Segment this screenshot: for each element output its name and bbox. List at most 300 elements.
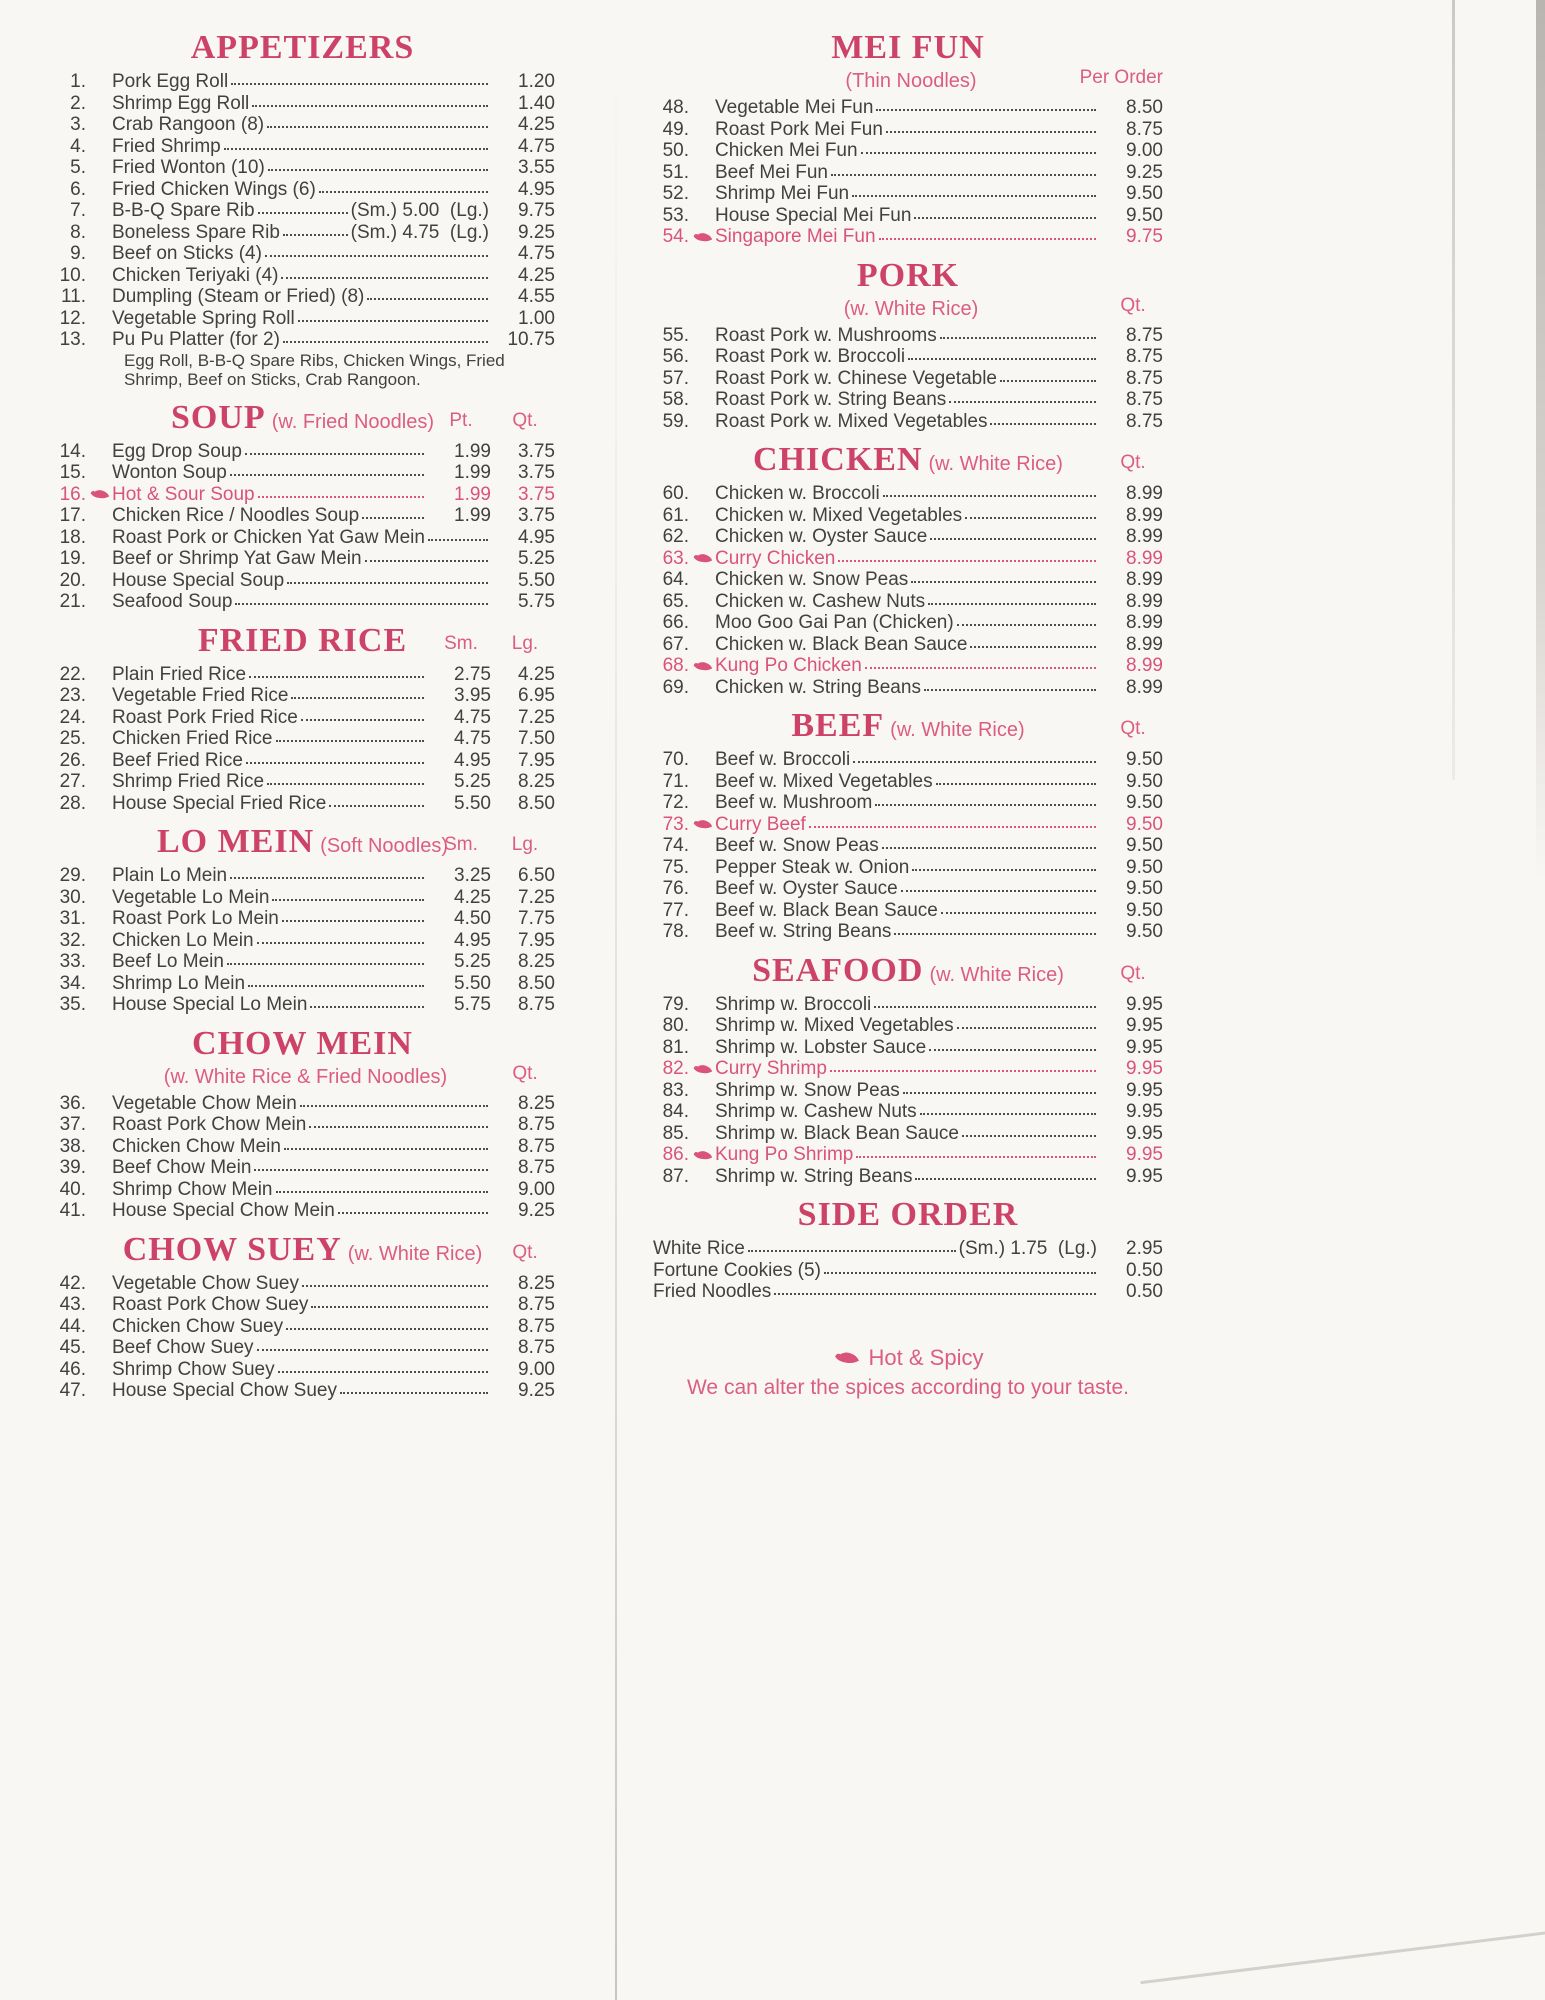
item-price: 9.50 [1126, 856, 1163, 878]
item-price: 1.99 [454, 440, 491, 462]
item-number: 35. [59, 994, 86, 1015]
item-price: 9.50 [1126, 770, 1163, 792]
menu-section [653, 708, 1163, 943]
item-price: 3.55 [518, 157, 555, 178]
item-price: 8.99 [1126, 612, 1163, 633]
menu-item [50, 484, 555, 506]
item-price: 4.95 [518, 526, 555, 548]
dot-leader [914, 217, 1096, 219]
item-name: House Special Lo Mein [112, 994, 308, 1015]
menu-item [50, 1359, 555, 1381]
menu-column-right [653, 22, 1163, 1401]
item-price: 4.55 [518, 286, 555, 307]
item-price: 4.75 [454, 728, 491, 749]
item-number: 50. [662, 140, 689, 161]
menu-item [50, 71, 555, 93]
menu-item [50, 994, 555, 1016]
menu-item [653, 835, 1163, 857]
item-price: 8.75 [518, 1337, 555, 1358]
menu-item [50, 286, 555, 308]
price-column-headers [491, 1062, 555, 1086]
price-column-header: Qt. [1120, 718, 1146, 739]
item-name: Fortune Cookies (5) [653, 1259, 821, 1281]
item-price: 8.25 [518, 1272, 555, 1294]
item-name: Shrimp Mei Fun [715, 183, 850, 204]
item-price: 9.50 [1126, 899, 1163, 921]
item-name: Dumpling (Steam or Fried) (8) [112, 286, 365, 307]
dot-leader [224, 148, 488, 150]
item-number: 58. [662, 389, 689, 410]
item-name: Roast Pork w. String Beans [715, 389, 947, 410]
item-price: 9.25 [518, 221, 555, 243]
item-name: Plain Fried Rice [112, 663, 247, 685]
item-number: 49. [662, 118, 689, 140]
menu-item [50, 93, 555, 115]
dot-leader [882, 847, 1096, 849]
item-price: 8.75 [1126, 367, 1163, 389]
item-price: 9.50 [1126, 749, 1163, 770]
menu-item [50, 441, 555, 463]
price-column-header: Qt. [1120, 294, 1146, 316]
item-price: 8.75 [518, 1114, 555, 1135]
menu-item [50, 1294, 555, 1316]
dot-leader [367, 298, 488, 300]
item-number: 13. [59, 329, 86, 350]
price-column-headers [1076, 66, 1163, 90]
dot-leader [428, 539, 488, 541]
item-name: Shrimp w. Mixed Vegetables [715, 1015, 954, 1036]
section-items [50, 441, 555, 613]
item-price: 9.00 [518, 1358, 555, 1380]
item-number: 82. [662, 1058, 689, 1079]
section-items [50, 1273, 555, 1402]
item-price: 5.50 [454, 972, 491, 994]
section-items [653, 1238, 1163, 1303]
item-price: 9.95 [1126, 993, 1163, 1015]
item-price: 3.75 [518, 483, 555, 505]
item-name: Roast Pork Mei Fun [715, 118, 883, 140]
item-name: Vegetable Fried Rice [112, 685, 289, 706]
item-price: 5.25 [454, 771, 491, 792]
item-number: 14. [59, 440, 86, 462]
menu-section [50, 824, 555, 1016]
menu-item [50, 664, 555, 686]
item-name: Roast Pork Lo Mein [112, 908, 279, 929]
section-subtitle: (w. White Rice & Fried Noodles) [163, 1065, 448, 1088]
item-price: 4.25 [518, 264, 555, 286]
dot-leader [287, 582, 488, 584]
item-price: 8.25 [518, 771, 555, 792]
item-number: 48. [662, 97, 689, 118]
item-price: 8.75 [1126, 118, 1163, 140]
item-price: 7.25 [518, 706, 555, 728]
item-name: Beef w. Snow Peas [715, 835, 879, 856]
dot-leader [920, 1113, 1096, 1115]
dot-leader [319, 191, 488, 193]
item-name: Beef on Sticks (4) [112, 243, 262, 264]
item-number: 41. [59, 1200, 86, 1221]
menu-item [653, 1015, 1163, 1037]
menu-item [50, 1337, 555, 1359]
dot-leader [962, 1135, 1096, 1137]
item-number: 57. [662, 367, 689, 389]
item-number: 22. [59, 663, 86, 685]
item-name: Pork Egg Roll [112, 71, 229, 92]
item-number: 54. [662, 226, 689, 247]
item-number-gap [689, 1150, 715, 1160]
item-number: 55. [662, 324, 689, 346]
item-price: 9.95 [1126, 1101, 1163, 1122]
item-name: Shrimp Egg Roll [112, 92, 250, 114]
dot-leader [924, 689, 1096, 691]
item-price: 9.25 [518, 1200, 555, 1221]
section-subtitle: (w. White Rice) [929, 963, 1064, 986]
item-name: Curry Shrimp [715, 1058, 827, 1079]
item-price: 9.50 [1126, 813, 1163, 835]
item-price: 8.75 [1126, 389, 1163, 410]
item-number-gap [689, 232, 715, 242]
item-number: 44. [59, 1315, 86, 1337]
menu-item [50, 771, 555, 793]
menu-item [653, 612, 1163, 634]
menu-item [653, 655, 1163, 677]
dot-leader [230, 877, 424, 879]
menu-item [653, 1166, 1163, 1188]
item-name: Roast Pork Chow Mein [112, 1114, 307, 1135]
menu-item [50, 1200, 555, 1222]
item-price: 3.25 [454, 865, 491, 886]
item-price: 9.00 [1126, 140, 1163, 161]
item-name: Roast Pork w. Mixed Vegetables [715, 410, 988, 432]
item-price: 6.50 [518, 865, 555, 886]
item-number: 16. [59, 483, 86, 505]
item-number: 72. [662, 792, 689, 813]
item-number: 76. [662, 878, 689, 899]
item-price: 8.99 [1126, 526, 1163, 547]
item-name: Chicken Rice / Noodles Soup [112, 505, 360, 526]
dot-leader [748, 1250, 956, 1252]
item-number: 17. [59, 505, 86, 526]
price-column-header: Qt. [512, 1062, 538, 1084]
menu-item [50, 728, 555, 750]
item-price: 5.25 [518, 548, 555, 569]
menu-column-right-sections [653, 30, 1163, 1303]
scan-shadow-right [1536, 0, 1545, 880]
dot-leader [928, 603, 1096, 605]
menu-item [50, 1093, 555, 1115]
item-name: Hot & Sour Soup [112, 483, 255, 505]
dot-leader [284, 1148, 488, 1150]
dot-leader [267, 783, 424, 785]
item-price: 1.40 [518, 92, 555, 114]
item-name: Shrimp w. Broccoli [715, 993, 872, 1015]
item-price: 9.95 [1126, 1058, 1163, 1079]
price-column-headers [427, 834, 555, 856]
item-number: 67. [662, 633, 689, 655]
menu-section [653, 442, 1163, 698]
item-name: Vegetable Mei Fun [715, 97, 874, 118]
section-items [653, 749, 1163, 943]
item-price: 8.50 [518, 972, 555, 994]
section-title: CHOW MEIN [192, 1024, 413, 1062]
item-number: 26. [59, 749, 86, 771]
dot-leader [311, 1306, 488, 1308]
item-price: 5.75 [518, 591, 555, 612]
item-price: 2.95 [1126, 1238, 1163, 1259]
dot-leader [231, 83, 488, 85]
item-number: 34. [59, 972, 86, 994]
dot-leader [298, 320, 488, 322]
item-name: Beef Chow Suey [112, 1337, 254, 1358]
item-number: 74. [662, 835, 689, 856]
scan-crease-line [615, 0, 617, 2000]
item-number: 31. [59, 908, 86, 929]
menu-item [653, 857, 1163, 879]
item-price: 4.75 [454, 706, 491, 728]
item-number: 64. [662, 569, 689, 590]
item-price: 3.75 [518, 462, 555, 483]
item-name: Chicken Lo Mein [112, 929, 254, 951]
menu-item [50, 222, 555, 244]
section-title: CHOW SUEY [122, 1230, 342, 1268]
dot-leader [852, 195, 1096, 197]
menu-item [50, 329, 555, 351]
item-price: 8.75 [518, 1294, 555, 1315]
section-subtitle: (w. Fried Noodles) [271, 410, 434, 433]
dot-leader [246, 762, 424, 764]
menu-item [50, 114, 555, 136]
item-name: Chicken Teriyaki (4) [112, 264, 279, 286]
item-price: 8.75 [518, 994, 555, 1015]
item-name: Vegetable Spring Roll [112, 307, 295, 329]
item-name: Beef Chow Mein [112, 1157, 252, 1178]
item-number: 8. [70, 221, 86, 243]
menu-item [653, 1037, 1163, 1059]
item-number: 32. [59, 929, 86, 951]
item-number: 60. [662, 483, 689, 504]
menu-item [50, 973, 555, 995]
section-subtitle: (w. White Rice) [843, 297, 979, 320]
item-number: 12. [59, 307, 86, 329]
menu-item [50, 1114, 555, 1136]
footer-note: We can alter the spices according to your taste. [686, 1375, 1129, 1399]
dot-leader [809, 826, 1096, 828]
item-price: 1.99 [454, 483, 491, 505]
item-price: 7.95 [518, 749, 555, 771]
item-name: Shrimp Chow Suey [112, 1358, 275, 1380]
item-name: Curry Chicken [715, 547, 836, 569]
item-number: 56. [662, 346, 689, 367]
item-description: Egg Roll, B-B-Q Spare Ribs, Chicken Wings, Fried Shrimp, Beef on Sticks, Crab Rangoon. [124, 350, 505, 389]
item-name: Pepper Steak w. Onion [715, 856, 910, 878]
dot-leader [831, 174, 1096, 176]
item-price: 8.75 [1126, 346, 1163, 367]
dot-leader [929, 1049, 1096, 1051]
item-name: Shrimp Chow Mein [112, 1178, 273, 1200]
chili-pepper-icon [692, 1150, 713, 1160]
section-items [653, 483, 1163, 698]
item-name: Fried Shrimp [112, 135, 221, 157]
dot-leader [276, 1191, 489, 1193]
item-price: 8.99 [1126, 590, 1163, 612]
price-column-header: Qt. [512, 1241, 538, 1263]
item-price: 4.75 [518, 135, 555, 157]
section-items [50, 664, 555, 815]
menu-item [653, 140, 1163, 162]
dot-leader [824, 1272, 1096, 1274]
dot-leader [1000, 380, 1096, 382]
menu-item [50, 136, 555, 158]
item-price: 3.75 [518, 440, 555, 462]
menu-item [653, 634, 1163, 656]
dot-leader [915, 1178, 1096, 1180]
price-column-headers [1099, 718, 1163, 740]
dot-leader [245, 453, 424, 455]
menu-item [653, 1101, 1163, 1123]
menu-item [653, 226, 1163, 248]
menu-item [50, 243, 555, 265]
dot-leader [970, 646, 1096, 648]
item-price: 9.00 [518, 1178, 555, 1200]
chili-pepper-icon [833, 1351, 860, 1364]
menu-item [50, 685, 555, 707]
item-name: Roast Pork or Chicken Yat Gaw Mein [112, 526, 425, 548]
menu-item [50, 591, 555, 613]
menu-section [653, 258, 1163, 433]
menu-item [50, 505, 555, 527]
menu-item [50, 793, 555, 815]
item-number: 29. [59, 865, 86, 886]
menu-item [653, 677, 1163, 699]
dot-leader [865, 667, 1096, 669]
item-price: 9.50 [1126, 835, 1163, 856]
item-price: 3.75 [518, 505, 555, 526]
dot-leader [340, 1392, 488, 1394]
dot-leader [281, 277, 488, 279]
dot-leader [886, 131, 1096, 133]
price-column-header: Lg. [511, 632, 539, 654]
section-items [50, 1093, 555, 1222]
item-number: 79. [662, 993, 689, 1015]
section-subtitle: (Thin Noodles) [845, 70, 977, 92]
item-price: 9.75 [518, 200, 555, 221]
dot-leader [362, 517, 424, 519]
dot-leader [876, 109, 1096, 111]
item-number: 33. [59, 951, 86, 972]
item-number: 11. [60, 286, 86, 307]
item-price: 9.95 [1126, 1015, 1163, 1036]
item-price: 7.50 [518, 728, 555, 749]
menu-item [50, 527, 555, 549]
menu-footer [653, 1345, 1163, 1401]
item-price: 5.50 [518, 569, 555, 591]
price-column-header: Sm. [444, 834, 478, 855]
item-price: 9.95 [1126, 1122, 1163, 1144]
item-number: 68. [662, 655, 689, 676]
item-price: 8.75 [1126, 324, 1163, 346]
item-number: 70. [662, 749, 689, 770]
item-name: Chicken Fried Rice [112, 728, 273, 749]
item-number: 47. [59, 1380, 86, 1401]
dot-leader [272, 899, 424, 901]
item-name: Beef w. Mushroom [715, 792, 873, 813]
menu-item [653, 119, 1163, 141]
item-number: 9. [70, 243, 86, 264]
item-number: 19. [59, 548, 86, 569]
section-title: FRIED RICE [197, 621, 408, 659]
item-number: 10. [59, 264, 86, 286]
item-price: 1.00 [518, 307, 555, 329]
dot-leader [309, 1126, 488, 1128]
menu-item [653, 162, 1163, 184]
section-title: SEAFOOD [752, 951, 924, 989]
menu-item [653, 591, 1163, 613]
dot-leader [291, 697, 424, 699]
menu-item [50, 1316, 555, 1338]
item-size-prices: (Sm.) 5.00 (Lg.) [350, 200, 489, 221]
item-price: 8.75 [1126, 410, 1163, 432]
menu-item [50, 887, 555, 909]
dot-leader [957, 1027, 1096, 1029]
item-number: 65. [662, 590, 689, 612]
item-name: House Special Fried Rice [112, 792, 327, 814]
menu-item [653, 505, 1163, 527]
price-column-header: Qt. [512, 409, 538, 431]
item-price: 7.75 [518, 908, 555, 929]
menu-item [653, 900, 1163, 922]
item-name: Beef Fried Rice [112, 749, 243, 771]
section-subtitle: (w. White Rice) [347, 1242, 483, 1265]
item-price: 1.99 [454, 505, 491, 526]
item-name: Chicken Chow Mein [112, 1135, 281, 1157]
item-number: 20. [59, 569, 86, 591]
item-number: 24. [59, 706, 86, 728]
item-price: 9.50 [1126, 792, 1163, 813]
item-price: 7.95 [518, 929, 555, 951]
menu-item [50, 750, 555, 772]
menu-item [653, 346, 1163, 368]
item-name: Roast Pork w. Broccoli [715, 346, 906, 367]
item-number: 2. [70, 92, 86, 114]
dot-leader [965, 517, 1096, 519]
item-number-gap [689, 1064, 715, 1074]
item-price: 6.95 [518, 685, 555, 706]
menu-item [653, 1058, 1163, 1080]
item-name: Kung Po Chicken [715, 655, 862, 676]
menu-item [653, 771, 1163, 793]
item-number: 5. [70, 157, 86, 178]
item-number: 52. [662, 183, 689, 204]
item-name: Beef w. String Beans [715, 921, 892, 942]
menu-section [50, 1026, 555, 1222]
item-price: 9.25 [1126, 161, 1163, 183]
dot-leader [930, 538, 1096, 540]
item-name: Fried Chicken Wings (6) [112, 178, 316, 200]
item-number: 87. [662, 1165, 689, 1187]
item-number: 63. [662, 547, 689, 569]
section-title: LO MEIN [156, 823, 315, 860]
dot-leader [949, 401, 1096, 403]
item-size-prices: (Sm.) 4.75 (Lg.) [350, 221, 489, 243]
section-title: BEEF [791, 707, 885, 744]
item-name: Vegetable Chow Mein [112, 1092, 297, 1114]
menu-item [653, 1238, 1163, 1260]
section-items [653, 325, 1163, 433]
item-name: House Special Soup [112, 569, 285, 591]
dot-leader [249, 676, 424, 678]
item-number: 23. [59, 685, 86, 706]
item-number: 6. [70, 178, 86, 200]
